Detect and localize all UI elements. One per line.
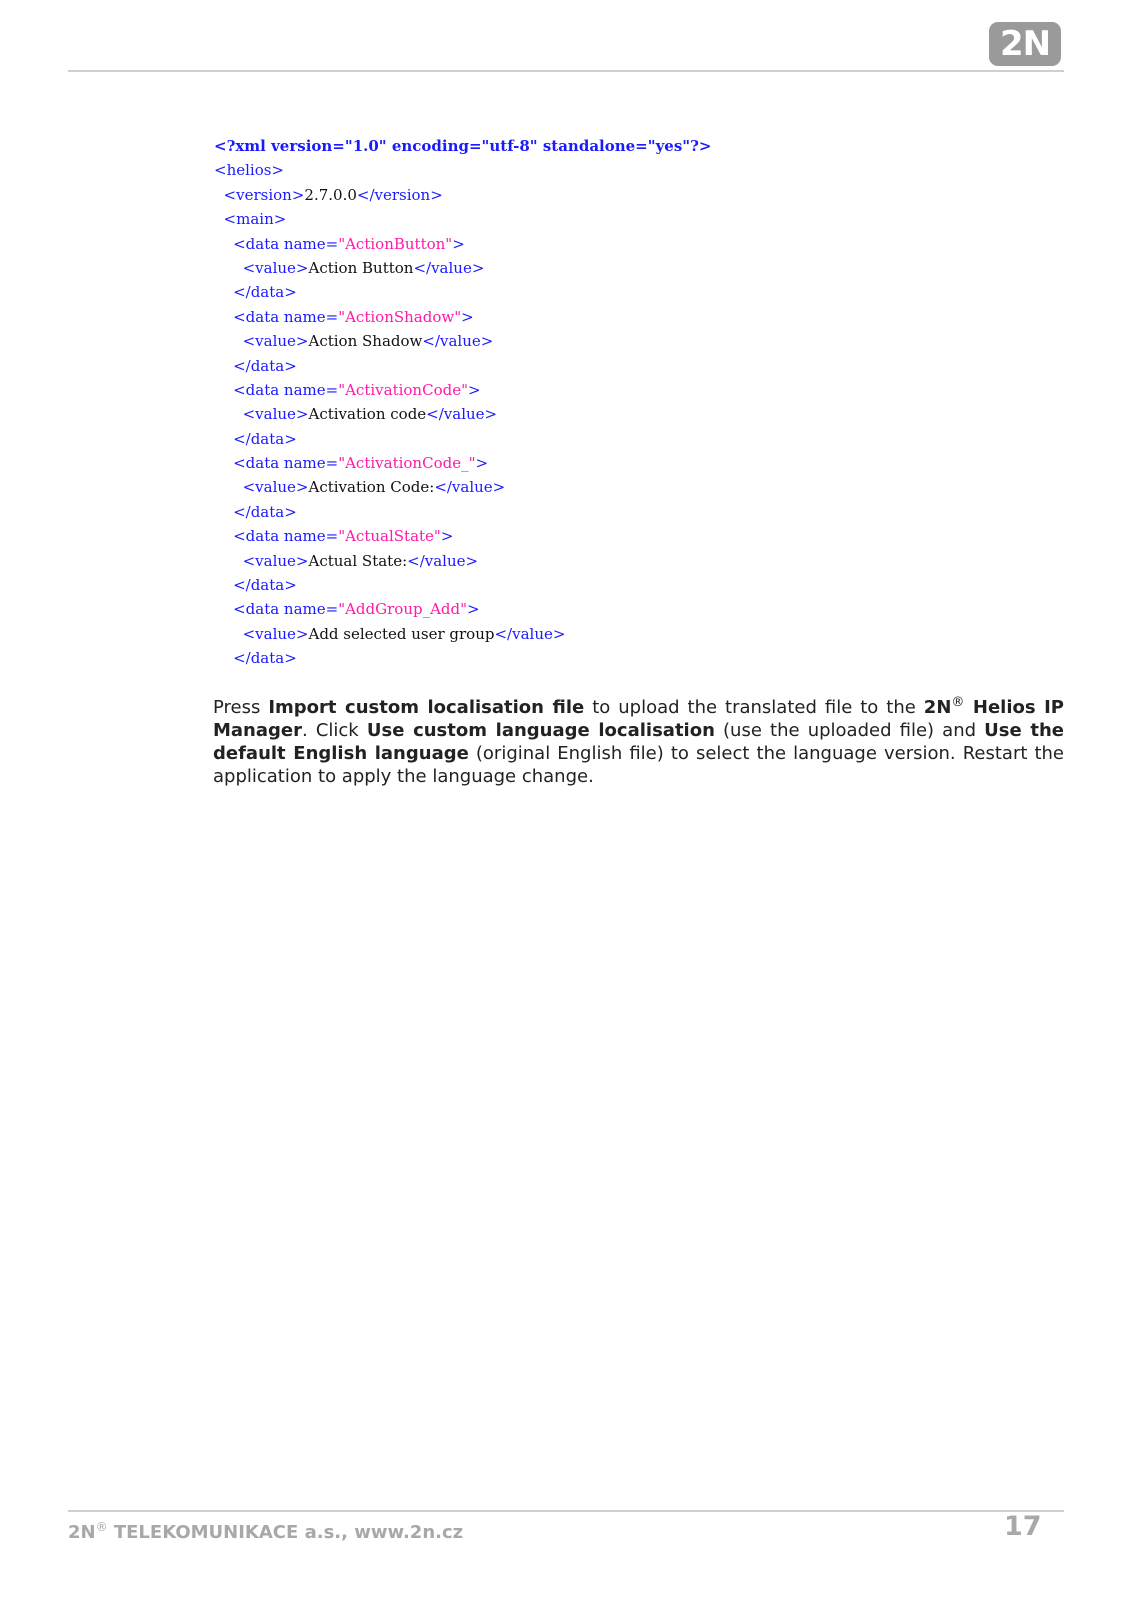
bold-use-default-english: Use the default English language [213, 720, 1065, 764]
xml-line [214, 378, 711, 402]
xml-token: <data name= [233, 380, 339, 399]
xml-line [214, 354, 711, 378]
footer-registered-mark: ® [95, 1520, 108, 1534]
xml-token [214, 600, 233, 618]
xml-token [214, 527, 233, 545]
text-run: Press [213, 697, 269, 718]
xml-token: <value> [242, 551, 309, 570]
xml-token: </data> [233, 283, 297, 302]
footer-brand: 2N [68, 1522, 96, 1543]
xml-code-sample [214, 134, 711, 671]
xml-token: <value> [242, 478, 309, 497]
xml-token: <data name= [233, 454, 339, 473]
xml-token: > [440, 527, 454, 546]
xml-token [214, 186, 224, 204]
xml-token: Activation Code: [308, 478, 435, 497]
xml-token: <helios> [214, 161, 284, 180]
xml-token: <value> [242, 332, 309, 351]
xml-token: Actual State: [308, 551, 408, 570]
xml-token [214, 552, 243, 570]
xml-token [214, 503, 233, 521]
xml-token: Action Button [308, 258, 414, 277]
xml-line [214, 158, 711, 182]
bold-use-custom-language: Use custom language localisation [366, 720, 715, 741]
text-run: (original English file) to select the language version. Restart the application to apply the language change. [213, 743, 1065, 787]
xml-token: > [452, 234, 465, 253]
xml-token: "ActivationCode" [338, 380, 468, 399]
xml-token [214, 405, 243, 423]
xml-token [214, 454, 233, 472]
xml-line [214, 500, 711, 524]
xml-token: <data name= [233, 527, 339, 546]
xml-token: </data> [233, 502, 297, 521]
xml-token [214, 625, 243, 643]
xml-token [214, 259, 243, 277]
xml-token [214, 283, 233, 301]
xml-line [214, 329, 711, 353]
xml-token: Add selected user group [308, 624, 495, 643]
xml-line [214, 573, 711, 597]
bold-import-custom-localisation-file: Import custom localisation file [268, 697, 585, 718]
xml-line [214, 597, 711, 621]
xml-line [214, 207, 711, 231]
xml-token: </version> [356, 185, 443, 204]
xml-token: <main> [223, 210, 287, 229]
xml-token [214, 381, 233, 399]
xml-line [214, 451, 711, 475]
xml-line [214, 183, 711, 207]
instruction-paragraph [213, 696, 1064, 788]
xml-token: <?xml version="1.0" encoding="utf-8" standalone="yes"?> [214, 137, 712, 155]
xml-token [214, 210, 224, 228]
xml-token: </data> [233, 576, 297, 595]
xml-token: </value> [422, 332, 494, 351]
xml-token: <version> [223, 185, 305, 204]
xml-token: </value> [413, 258, 485, 277]
header-divider [68, 70, 1064, 72]
xml-line [214, 402, 711, 426]
xml-token: </value> [494, 624, 566, 643]
xml-token: "ActivationCode_" [338, 454, 476, 473]
xml-token [214, 430, 233, 448]
xml-line [214, 232, 711, 256]
xml-token: <value> [242, 258, 309, 277]
xml-token: "ActionButton" [338, 234, 453, 253]
brand-logo: 2N [989, 22, 1061, 66]
xml-token: <data name= [233, 600, 339, 619]
xml-token [214, 649, 233, 667]
text-run: to upload the translated file to the [584, 697, 924, 718]
xml-token [214, 478, 243, 496]
footer-divider [68, 1510, 1064, 1512]
xml-token: </data> [233, 356, 297, 375]
footer-company [68, 1520, 463, 1543]
xml-line [214, 549, 711, 573]
xml-token: Activation code [308, 405, 427, 424]
xml-line [214, 427, 711, 451]
text-run: . Click [302, 720, 367, 741]
xml-line [214, 622, 711, 646]
xml-token: </value> [407, 551, 479, 570]
xml-line [214, 475, 711, 499]
xml-token: > [467, 600, 480, 619]
xml-line [214, 280, 711, 304]
xml-token: <value> [242, 405, 309, 424]
xml-token: > [461, 307, 474, 326]
xml-token [214, 576, 233, 594]
xml-token: <value> [242, 624, 309, 643]
xml-token [214, 332, 243, 350]
xml-token: > [475, 454, 489, 473]
text-run: (use the uploaded file) and [714, 720, 985, 741]
xml-line [214, 524, 711, 548]
bold-product-name: Helios IP Manager [213, 697, 1064, 741]
xml-token: "AddGroup_Add" [338, 600, 468, 619]
xml-token: > [467, 380, 481, 399]
xml-token: </value> [434, 478, 506, 497]
xml-token [214, 357, 233, 375]
page-number: 17 [1004, 1511, 1042, 1542]
xml-token: 2.7.0.0 [304, 185, 357, 204]
xml-token: <data name= [233, 307, 339, 326]
xml-token: <data name= [233, 234, 339, 253]
xml-token: </value> [426, 405, 498, 424]
registered-mark: ® [951, 695, 965, 710]
xml-token: </data> [233, 649, 297, 668]
xml-token: "ActualState" [338, 527, 441, 546]
xml-token [214, 235, 233, 253]
xml-line [214, 134, 711, 158]
bold-brand: 2N [923, 697, 952, 718]
footer-company-name: TELEKOMUNIKACE a.s., www.2n.cz [107, 1522, 464, 1543]
xml-line [214, 305, 711, 329]
xml-token: </data> [233, 429, 297, 448]
xml-line [214, 256, 711, 280]
xml-token: Action Shadow [308, 332, 423, 351]
xml-token [214, 308, 233, 326]
xml-line [214, 646, 711, 670]
xml-token: "ActionShadow" [338, 307, 462, 326]
